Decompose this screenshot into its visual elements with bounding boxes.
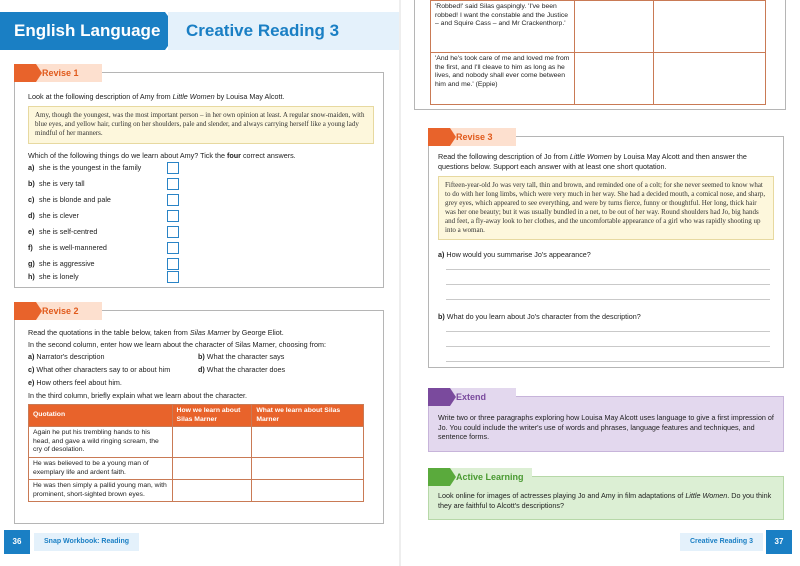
option-h (28, 272, 79, 282)
answer-cell-what[interactable] (252, 457, 364, 479)
choice-letter: d) (198, 365, 205, 374)
choice-a (28, 352, 105, 362)
option-letter: e) (28, 227, 35, 236)
question-text: How would you summarise Jo's appearance? (446, 250, 591, 259)
revise1-tab-label: Revise 1 (42, 68, 79, 78)
tick-box-d[interactable] (167, 210, 179, 222)
active-learning-icon (428, 468, 450, 486)
answer-line[interactable] (446, 269, 770, 270)
revise3-tab (428, 128, 516, 146)
active-learning-book: Little Women (685, 491, 728, 500)
revise-icon (14, 64, 36, 82)
answer-line[interactable] (446, 299, 770, 300)
revise3-question-b (438, 312, 641, 322)
revise2-instruction2: In the third column, briefly explain what we learn about the character. (28, 391, 247, 400)
choice-letter: c) (28, 365, 35, 374)
revise3-question-a (438, 250, 591, 260)
tick-box-h[interactable] (167, 271, 179, 283)
quotation-cell: He was believed to be a young man of exemplary life and ardent faith. (29, 457, 173, 479)
choice-c (28, 365, 170, 375)
subject-banner: English Language (0, 12, 165, 50)
answer-line[interactable] (446, 331, 770, 332)
option-f (28, 243, 107, 253)
answer-cell-how[interactable] (172, 427, 252, 458)
revise2-intro-book: Silas Marner (189, 328, 231, 337)
silas-table-continued (430, 0, 766, 105)
table-header-row (29, 405, 364, 427)
revise2-intro (28, 328, 378, 338)
choice-e (28, 378, 122, 388)
revise1-question-bold: four (226, 151, 241, 160)
option-c (28, 195, 111, 205)
option-letter: b) (28, 179, 35, 188)
question-text: What do you learn about Jo's character from the description? (446, 312, 641, 321)
table-header: Quotation (29, 405, 173, 427)
revise-icon (14, 302, 36, 320)
revise3-intro-text: Read the following description of Jo from (438, 152, 570, 161)
answer-cell-how[interactable] (172, 480, 252, 502)
active-learning-tab-label: Active Learning (456, 472, 524, 482)
option-text: she is clever (39, 211, 79, 220)
choice-letter: e) (28, 378, 35, 387)
answer-line[interactable] (446, 284, 770, 285)
choice-d (198, 365, 285, 375)
option-text: she is self-centred (39, 227, 98, 236)
tick-box-g[interactable] (167, 258, 179, 270)
table-header: How we learn about Silas Marner (172, 405, 252, 427)
revise1-intro-text: Look at the following description of Amy from (28, 92, 173, 101)
revise2-tab (14, 302, 102, 320)
right-footer-label: Creative Reading 3 (680, 533, 763, 551)
option-a (28, 163, 141, 173)
choice-text: How others feel about him. (36, 378, 122, 387)
table-row (29, 427, 364, 458)
revise2-intro-text: Read the quotations in the table below, taken from (28, 328, 190, 337)
table-row (431, 1, 766, 53)
tick-box-f[interactable] (167, 242, 179, 254)
extend-text: Write two or three paragraphs exploring how Louisa May Alcott uses language to give a first impression of Jo. You could include the writer's use of words and phrases, language features and techniques, and sentence forms. (438, 413, 774, 441)
option-text: she is well-mannered (39, 243, 107, 252)
table-header: What we learn about Silas Marner (252, 405, 364, 427)
revise1-intro (28, 92, 378, 102)
revise1-intro-book: Little Women (172, 92, 215, 101)
option-letter: a) (28, 163, 35, 172)
option-text: she is blonde and pale (39, 195, 111, 204)
option-text: she is aggressive (39, 259, 95, 268)
option-text: she is the youngest in the family (39, 163, 142, 172)
choice-b (198, 352, 284, 362)
revise2-instruction: In the second column, enter how we learn about the character of Silas Marner, choosing from: (28, 340, 327, 349)
revise1-quote: Amy, though the youngest, was the most important person – in her own opinion at least. A regular snow-maiden, with blue eyes, and yellow hair, curling on her shoulders, pale and slender, and always carrying herself like a young lady mindful of her manners. (28, 106, 374, 144)
revise1-question-text: Which of the following things do we learn about Amy? Tick the (28, 151, 227, 160)
option-text: she is lonely (39, 272, 79, 281)
choice-text: What other characters say to or about him (36, 365, 171, 374)
option-b (28, 179, 85, 189)
tick-box-b[interactable] (167, 178, 179, 190)
revise1-question-tail: correct answers. (240, 151, 296, 160)
left-page-number: 36 (4, 530, 30, 554)
quotation-cell: He was then simply a pallid young man, with prominent, short-sighted brown eyes. (29, 480, 173, 502)
left-footer-label: Snap Workbook: Reading (34, 533, 139, 551)
answer-cell-what[interactable] (252, 480, 364, 502)
revise1-question (28, 151, 378, 161)
revise3-intro-tail: by Louisa May Alcott and then answer the questions below. Support each answer with at least one short quotation. (438, 152, 747, 171)
option-g (28, 259, 95, 269)
question-letter: b) (438, 312, 445, 321)
revise3-intro-book: Little Women (569, 152, 612, 161)
revise2-intro-tail: by George Eliot. (230, 328, 284, 337)
active-learning-tab (428, 468, 532, 486)
answer-line[interactable] (446, 346, 770, 347)
question-letter: a) (438, 250, 445, 259)
choice-text: Narrator's description (36, 352, 105, 361)
choice-text: What the character says (206, 352, 285, 361)
page-title: Creative Reading 3 (168, 12, 400, 50)
option-letter: c) (28, 195, 35, 204)
quotation-cell: 'And he's took care of me and loved me from the first, and I'll cleave to him as long as he lives, and nobody shall ever come between him and me.' (Eppie) (431, 53, 575, 105)
answer-cell-what[interactable] (252, 427, 364, 458)
revise3-intro (438, 152, 776, 171)
revise-icon (428, 128, 450, 146)
answer-cell-what[interactable] (654, 1, 766, 53)
revise1-tab (14, 64, 102, 82)
table-row (29, 480, 364, 502)
active-learning-text (438, 491, 776, 510)
choice-letter: a) (28, 352, 35, 361)
answer-line[interactable] (446, 361, 770, 362)
quotation-cell: 'Robbed!' said Silas gaspingly. 'I've been robbed! I want the constable and the Justice – and Squire Cass – and Mr Crackenthorp.' (431, 1, 575, 53)
choice-letter: b) (198, 352, 205, 361)
silas-table (28, 404, 364, 502)
tick-box-e[interactable] (167, 226, 179, 238)
active-learning-text-end: . Do you think they are faithful to Alcott's descriptions? (438, 491, 772, 510)
option-letter: f) (28, 243, 33, 252)
right-page (400, 0, 800, 566)
quotation-cell: Again he put his trembling hands to his head, and gave a wild ringing scream, the cry of desolation. (29, 427, 173, 458)
revise3-quote: Fifteen-year-old Jo was very tall, thin and brown, and reminded one of a colt; for she never seemed to know what to do with her long limbs, which were very much in her way. She had a decided mouth, a comical nose, and sharp, grey eyes, which appeared to see everything, and were by turns fierce, funny or thoughtful. Her long, thick hair was her one beauty; but it was usually bundled in a net, to be out of her way. Round shoulders had Jo, big hands and feet, a fly-away look to her clothes, and the uncomfortable appearance of a girl who was rapidly shooting up into a woman. (438, 176, 774, 240)
answer-cell-how[interactable] (574, 53, 654, 105)
table-row (29, 457, 364, 479)
answer-cell-how[interactable] (172, 457, 252, 479)
tick-box-c[interactable] (167, 194, 179, 206)
option-letter: h) (28, 272, 35, 281)
revise3-tab-label: Revise 3 (456, 132, 493, 142)
option-letter: d) (28, 211, 35, 220)
tick-box-a[interactable] (167, 162, 179, 174)
revise1-intro-tail: by Louisa May Alcott. (214, 92, 285, 101)
extend-tab-label: Extend (456, 392, 487, 402)
right-page-number: 37 (766, 530, 792, 554)
answer-cell-what[interactable] (654, 53, 766, 105)
option-text: she is very tall (39, 179, 85, 188)
extend-icon (428, 388, 450, 406)
extend-tab (428, 388, 516, 406)
revise2-tab-label: Revise 2 (42, 306, 79, 316)
active-learning-text-start: Look online for images of actresses playing Jo and Amy in film adaptations of (438, 491, 686, 500)
option-letter: g) (28, 259, 35, 268)
option-d (28, 211, 79, 221)
answer-cell-how[interactable] (574, 1, 654, 53)
option-e (28, 227, 97, 237)
table-row (431, 53, 766, 105)
choice-text: What the character does (206, 365, 286, 374)
